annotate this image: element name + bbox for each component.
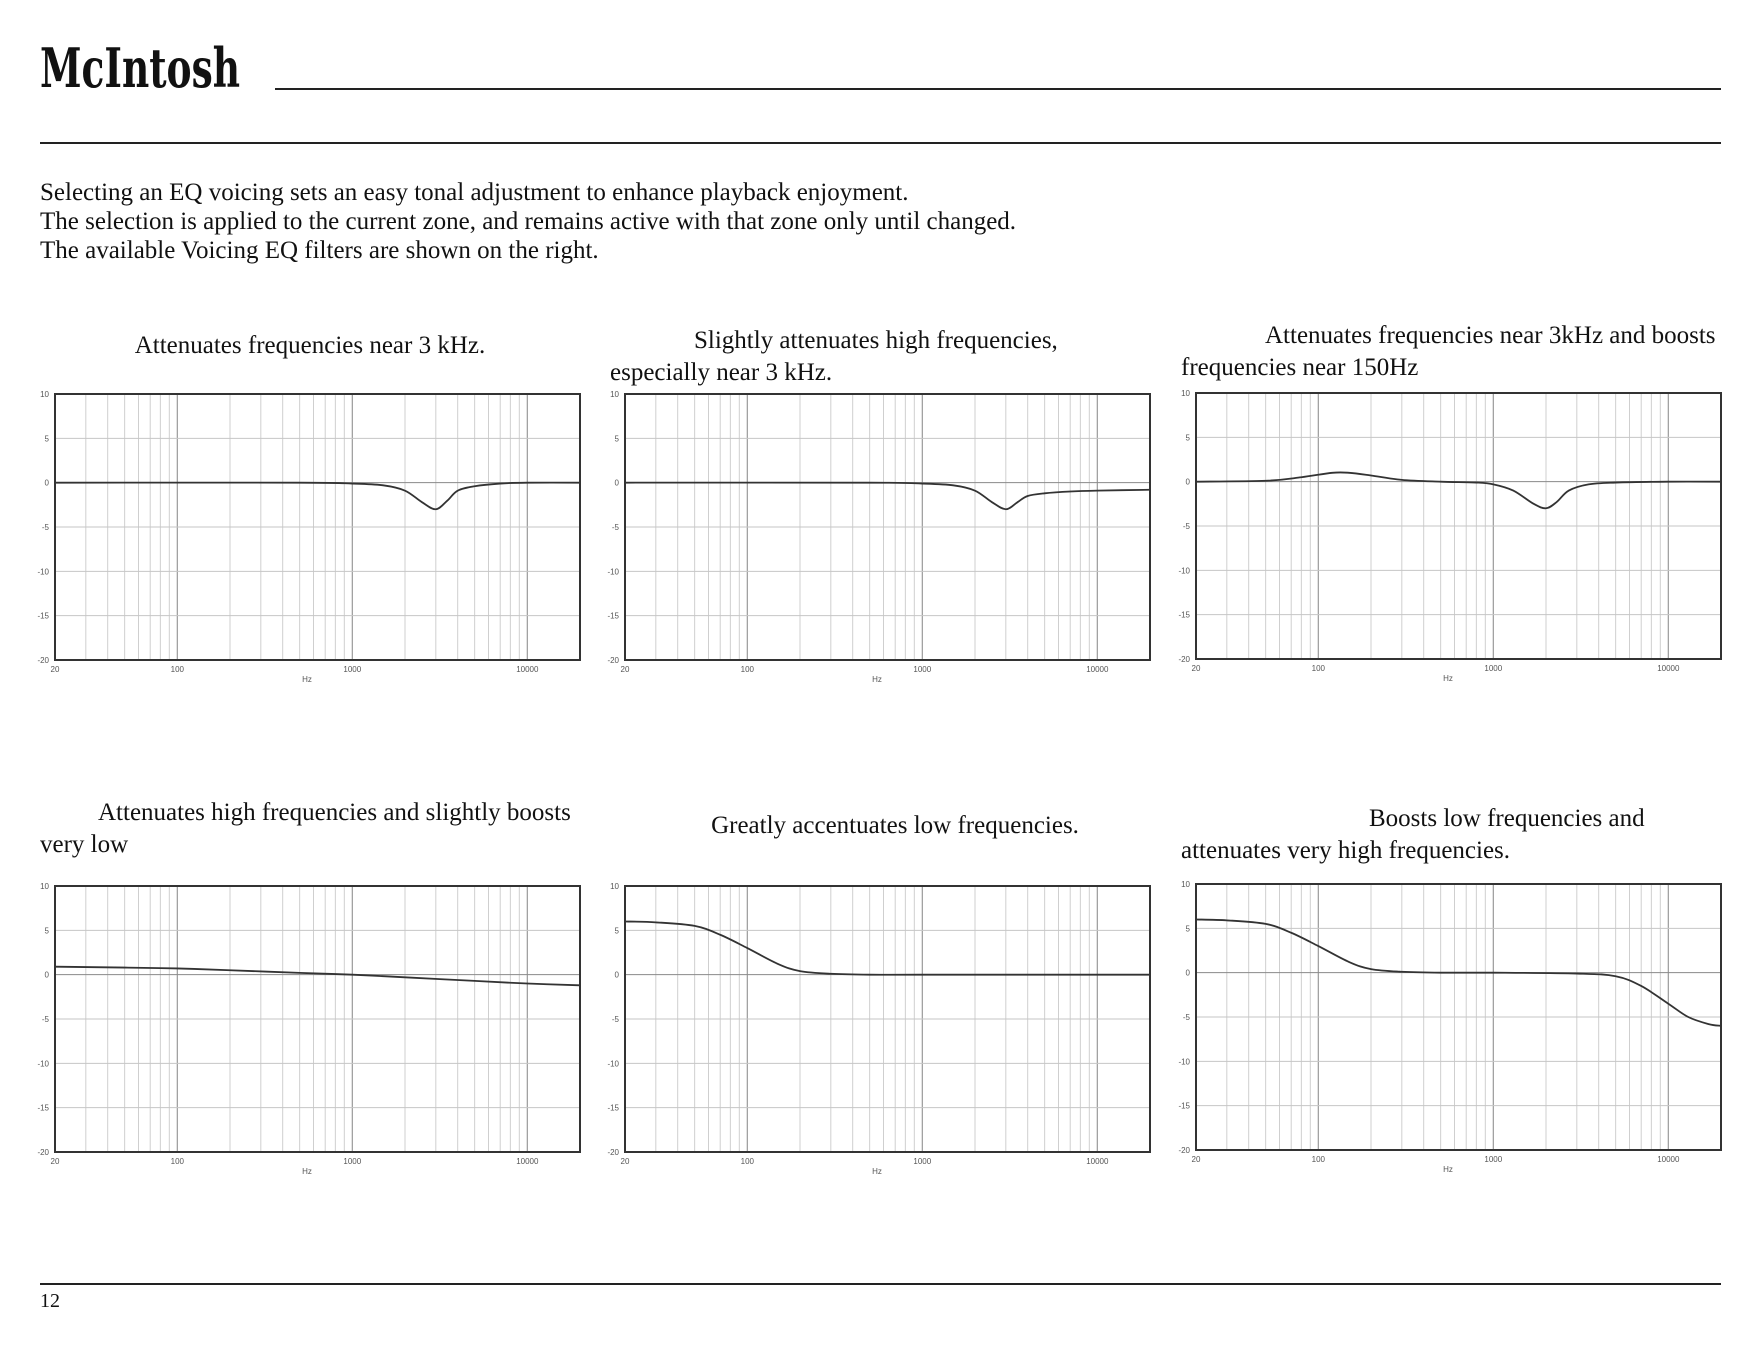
x-axis-label: Hz	[302, 1167, 312, 1176]
caption-chart-5: Greatly accentuates low frequencies.	[711, 812, 1079, 839]
data-point	[1349, 961, 1350, 962]
y-tick-label: -20	[1178, 655, 1190, 664]
data-point	[1576, 973, 1577, 974]
y-tick-label: -20	[37, 656, 49, 665]
page-number: 12	[40, 1290, 60, 1312]
x-axis-label: Hz	[872, 1167, 882, 1176]
x-tick-label: 20	[50, 1157, 60, 1166]
y-tick-label: 0	[1185, 477, 1190, 487]
x-tick-label: 10000	[1657, 664, 1680, 673]
y-tick-label: 5	[44, 926, 49, 936]
x-tick-label: 20	[620, 665, 630, 674]
data-point	[1641, 985, 1642, 986]
eq-chart-1	[30, 388, 590, 698]
eq-chart-2	[600, 388, 1160, 698]
data-point	[1708, 1023, 1709, 1024]
y-tick-label: 5	[614, 434, 619, 444]
data-point	[1401, 971, 1402, 972]
data-point	[922, 974, 923, 975]
data-point	[1291, 932, 1292, 933]
data-point	[830, 973, 831, 974]
y-tick-label: 5	[1185, 924, 1190, 934]
data-point	[991, 502, 992, 503]
data-point	[1349, 472, 1350, 473]
x-axis-label: Hz	[1443, 1165, 1453, 1174]
y-tick-label: 10	[610, 390, 619, 399]
eq-chart-4	[30, 880, 590, 1190]
x-tick-label: 20	[620, 1157, 630, 1166]
y-tick-label: 0	[44, 478, 49, 488]
footer-rule	[40, 1283, 1721, 1285]
x-axis-label: Hz	[302, 675, 312, 684]
data-point	[1440, 972, 1441, 973]
data-point	[1668, 1003, 1669, 1004]
data-point	[869, 974, 870, 975]
data-point	[799, 971, 800, 972]
intro-line: The available Voicing EQ filters are shown on the right.	[40, 237, 599, 264]
y-tick-label: 0	[44, 970, 49, 980]
data-point	[869, 482, 870, 483]
y-tick-label: -10	[1178, 1057, 1190, 1067]
x-tick-label: 10000	[1086, 665, 1109, 674]
caption-chart-2: Slightly attenuates high frequencies, especially near 3 kHz.	[610, 327, 1058, 386]
y-tick-label: 0	[614, 970, 619, 980]
data-point	[1265, 923, 1266, 924]
data-point	[1615, 976, 1616, 977]
y-tick-label: -5	[41, 1015, 49, 1024]
x-tick-label: 10000	[516, 665, 539, 674]
data-point	[1688, 1016, 1689, 1017]
y-tick-label: -10	[607, 567, 619, 577]
y-tick-label: -15	[37, 1103, 49, 1113]
data-point	[1005, 509, 1006, 510]
intro-text	[40, 178, 1240, 265]
caption-chart-6: Boosts low frequencies and attenuates very high frequencies.	[1181, 805, 1645, 864]
data-point	[1044, 493, 1045, 494]
y-tick-label: -15	[1178, 610, 1190, 620]
y-tick-label: 5	[614, 926, 619, 936]
data-point	[1513, 490, 1514, 491]
y-tick-label: 10	[40, 390, 49, 399]
data-point	[1556, 501, 1557, 502]
x-tick-label: 100	[1311, 664, 1325, 673]
data-point	[500, 483, 501, 484]
data-point	[229, 970, 230, 971]
y-tick-label: -20	[607, 656, 619, 665]
data-point	[1668, 481, 1669, 482]
y-tick-label: -20	[607, 1148, 619, 1157]
x-tick-label: 10000	[1086, 1157, 1109, 1166]
x-tick-label: 20	[1191, 664, 1201, 673]
data-point	[1568, 490, 1569, 491]
eq-chart-6	[1171, 878, 1731, 1188]
x-tick-label: 100	[170, 1157, 184, 1166]
y-tick-label: -10	[37, 567, 49, 577]
data-point	[1545, 508, 1546, 509]
x-tick-label: 100	[170, 665, 184, 674]
data-point	[1332, 472, 1333, 473]
x-tick-label: 100	[740, 665, 754, 674]
data-point	[1017, 502, 1018, 503]
x-tick-label: 1000	[1484, 664, 1503, 673]
y-tick-label: 0	[1185, 968, 1190, 978]
data-point	[383, 485, 384, 486]
intro-line: The selection is applied to the current zone, and remains active with that zone only until changed.	[40, 208, 1017, 235]
data-point	[447, 500, 448, 501]
y-tick-label: 5	[44, 434, 49, 444]
data-point	[124, 967, 125, 968]
data-point	[527, 482, 528, 483]
data-point	[474, 980, 475, 981]
y-tick-label: 10	[1181, 389, 1190, 398]
data-point	[299, 972, 300, 973]
data-point	[1370, 475, 1371, 476]
data-point	[655, 922, 656, 923]
data-point	[352, 483, 353, 484]
data-point	[747, 947, 748, 948]
eq-chart-3	[1171, 387, 1731, 697]
data-point	[1493, 484, 1494, 485]
y-tick-label: -5	[1182, 522, 1190, 531]
data-point	[527, 983, 528, 984]
logo-text: McIntosh	[40, 36, 240, 100]
mcintosh-logo	[40, 30, 246, 100]
x-axis-label: Hz	[1443, 674, 1453, 683]
data-point	[1615, 482, 1616, 483]
y-tick-label: -5	[41, 523, 49, 532]
y-tick-label: -5	[1182, 1013, 1190, 1022]
y-tick-label: -20	[1178, 1146, 1190, 1155]
data-point	[1440, 481, 1441, 482]
y-tick-label: -15	[1178, 1101, 1190, 1111]
y-tick-label: 0	[614, 478, 619, 488]
x-axis-label: Hz	[872, 675, 882, 684]
data-point	[1070, 491, 1071, 492]
x-tick-label: 10000	[516, 1157, 539, 1166]
intro-line: Selecting an EQ voicing sets an easy tonal adjustment to enhance playback enjoyment.	[40, 179, 909, 206]
data-point	[694, 925, 695, 926]
data-point	[299, 482, 300, 483]
data-point	[1588, 484, 1589, 485]
data-point	[1476, 482, 1477, 483]
caption-chart-1: Attenuates frequencies near 3 kHz.	[134, 332, 486, 359]
data-point	[1044, 974, 1045, 975]
data-point	[1301, 477, 1302, 478]
x-tick-label: 1000	[343, 1157, 362, 1166]
y-tick-label: -10	[607, 1059, 619, 1069]
data-point	[1097, 490, 1098, 491]
data-point	[177, 968, 178, 969]
data-point	[953, 485, 954, 486]
data-point	[474, 486, 475, 487]
data-point	[404, 977, 405, 978]
data-point	[1027, 495, 1028, 496]
x-tick-label: 1000	[343, 665, 362, 674]
data-point	[1533, 503, 1534, 504]
data-point	[778, 963, 779, 964]
eq-chart-5	[600, 880, 1160, 1190]
data-point	[1265, 480, 1266, 481]
data-point	[922, 483, 923, 484]
y-tick-label: -20	[37, 1148, 49, 1157]
data-point	[421, 502, 422, 503]
data-point	[457, 490, 458, 491]
data-point	[1401, 479, 1402, 480]
y-tick-label: 5	[1185, 433, 1190, 443]
x-tick-label: 1000	[1484, 1155, 1503, 1164]
y-tick-label: -10	[1178, 566, 1190, 576]
data-point	[1493, 972, 1494, 973]
x-tick-label: 20	[50, 665, 60, 674]
data-point	[435, 509, 436, 510]
y-tick-label: 10	[610, 882, 619, 891]
data-point	[974, 490, 975, 491]
x-tick-label: 10000	[1657, 1155, 1680, 1164]
x-tick-label: 1000	[913, 1157, 932, 1166]
data-point	[404, 490, 405, 491]
data-point	[720, 934, 721, 935]
x-tick-label: 20	[1191, 1155, 1201, 1164]
y-tick-label: -5	[611, 523, 619, 532]
data-point	[1226, 920, 1227, 921]
data-point	[1318, 945, 1319, 946]
y-tick-label: 10	[40, 882, 49, 891]
y-tick-label: -10	[37, 1059, 49, 1069]
y-tick-label: -5	[611, 1015, 619, 1024]
header-rule	[275, 88, 1721, 90]
data-point	[1370, 969, 1371, 970]
section-rule	[40, 142, 1721, 144]
y-tick-label: -15	[607, 611, 619, 621]
x-tick-label: 1000	[913, 665, 932, 674]
data-point	[352, 974, 353, 975]
y-tick-label: 10	[1181, 880, 1190, 889]
y-tick-label: -15	[607, 1103, 619, 1113]
y-tick-label: -15	[37, 611, 49, 621]
caption-chart-3: Attenuates frequencies near 3kHz and boosts frequencies near 150Hz	[1181, 322, 1716, 381]
caption-chart-4: Attenuates high frequencies and slightly boosts very low	[40, 799, 571, 858]
x-tick-label: 100	[1311, 1155, 1325, 1164]
x-tick-label: 100	[740, 1157, 754, 1166]
